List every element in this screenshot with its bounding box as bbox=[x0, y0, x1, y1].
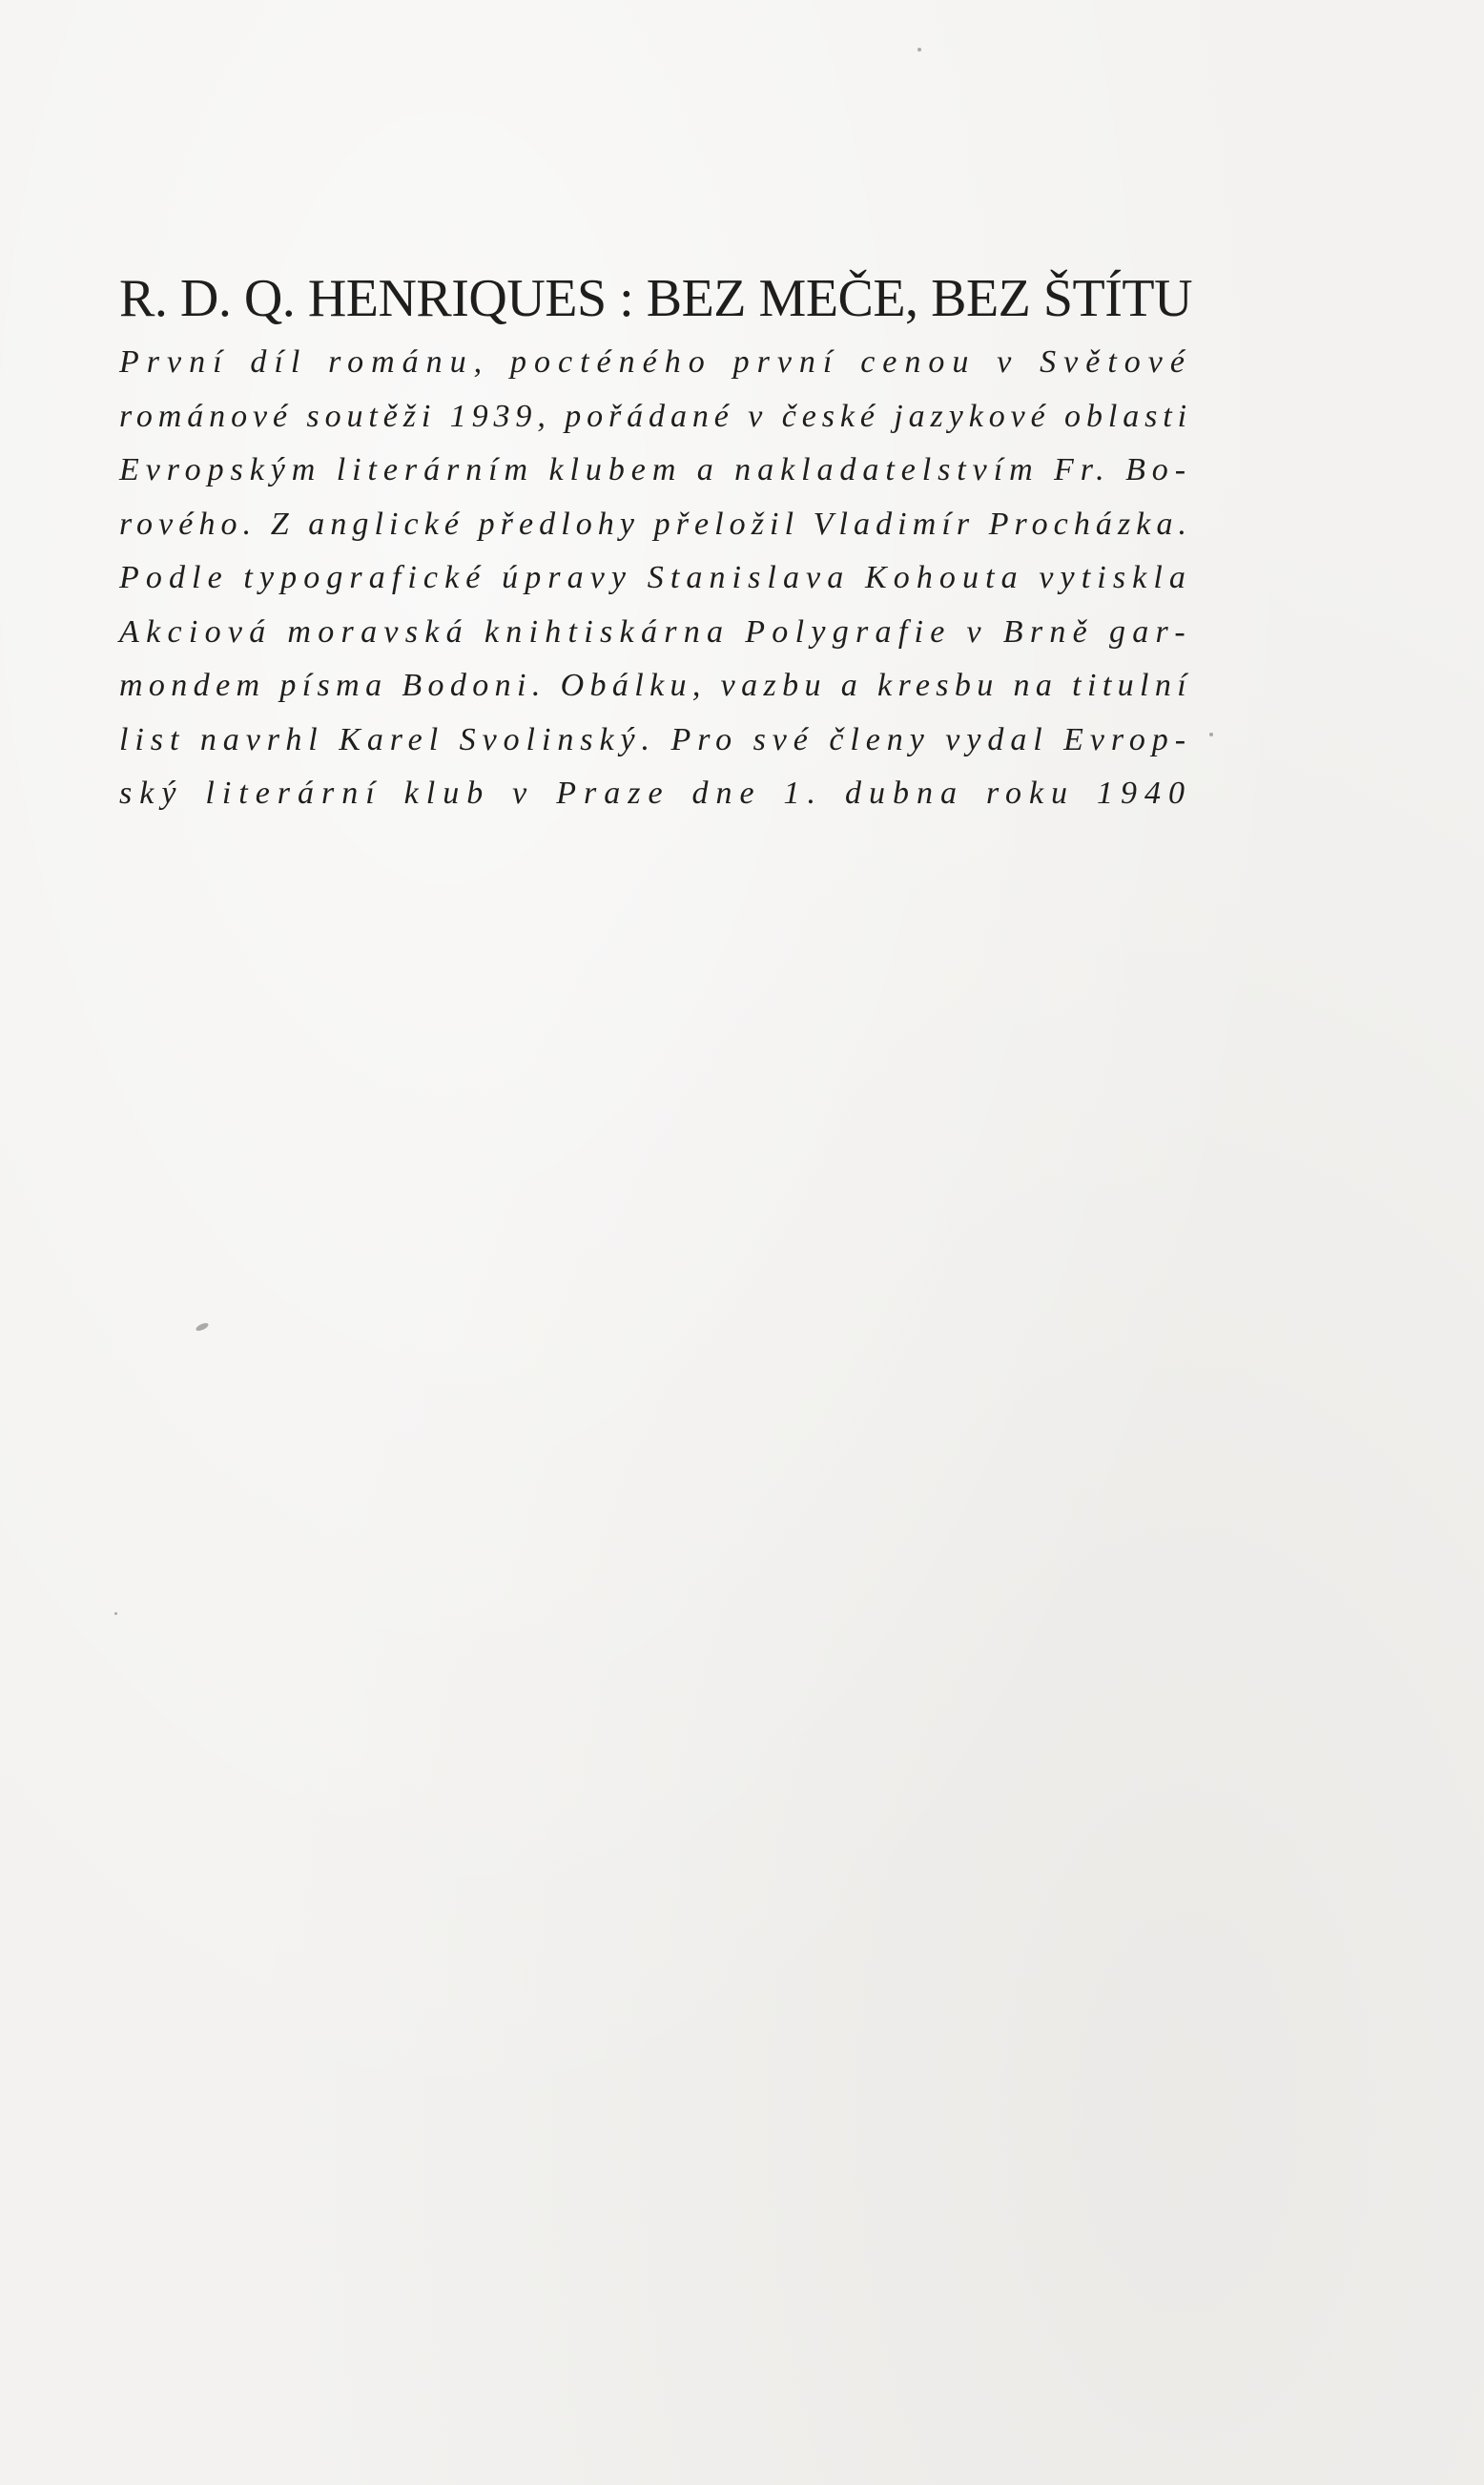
colophon-line: list navrhl Karel Svolinský. Pro své členy vydal Evrop- bbox=[119, 721, 1192, 757]
paper-speck bbox=[917, 48, 921, 52]
colophon-line: Akciová moravská knihtiskárna Polygrafie v Brně gar- bbox=[119, 613, 1192, 650]
paper-speck bbox=[195, 1321, 209, 1332]
colophon bbox=[119, 265, 1192, 821]
colophon-line: mondem písma Bodoni. Obálku, vazbu a kresbu na titulní bbox=[119, 668, 1193, 703]
colophon-line: Podle typografické úpravy Stanislava Kohouta vytiskla bbox=[119, 560, 1192, 595]
colophon-line: rového. Z anglické předlohy přeložil Vladimír Procházka. bbox=[119, 506, 1193, 542]
paper-speck bbox=[114, 1612, 117, 1615]
colophon-line: Evropským literárním klubem a nakladatelstvím Fr. Bo- bbox=[119, 452, 1192, 487]
paper-speck bbox=[1209, 733, 1213, 736]
colophon-line: románové soutěži 1939, pořádané v české jazykové oblasti bbox=[119, 398, 1192, 434]
colophon-line: ský literární klub v Praze dne 1. dubna roku 1940 bbox=[119, 776, 1192, 811]
book-title: R. D. Q. HENRIQUES : BEZ MEČE, BEZ ŠTÍTU bbox=[119, 269, 1192, 328]
colophon-line: První díl románu, pocténého první cenou v Světové bbox=[119, 344, 1192, 380]
